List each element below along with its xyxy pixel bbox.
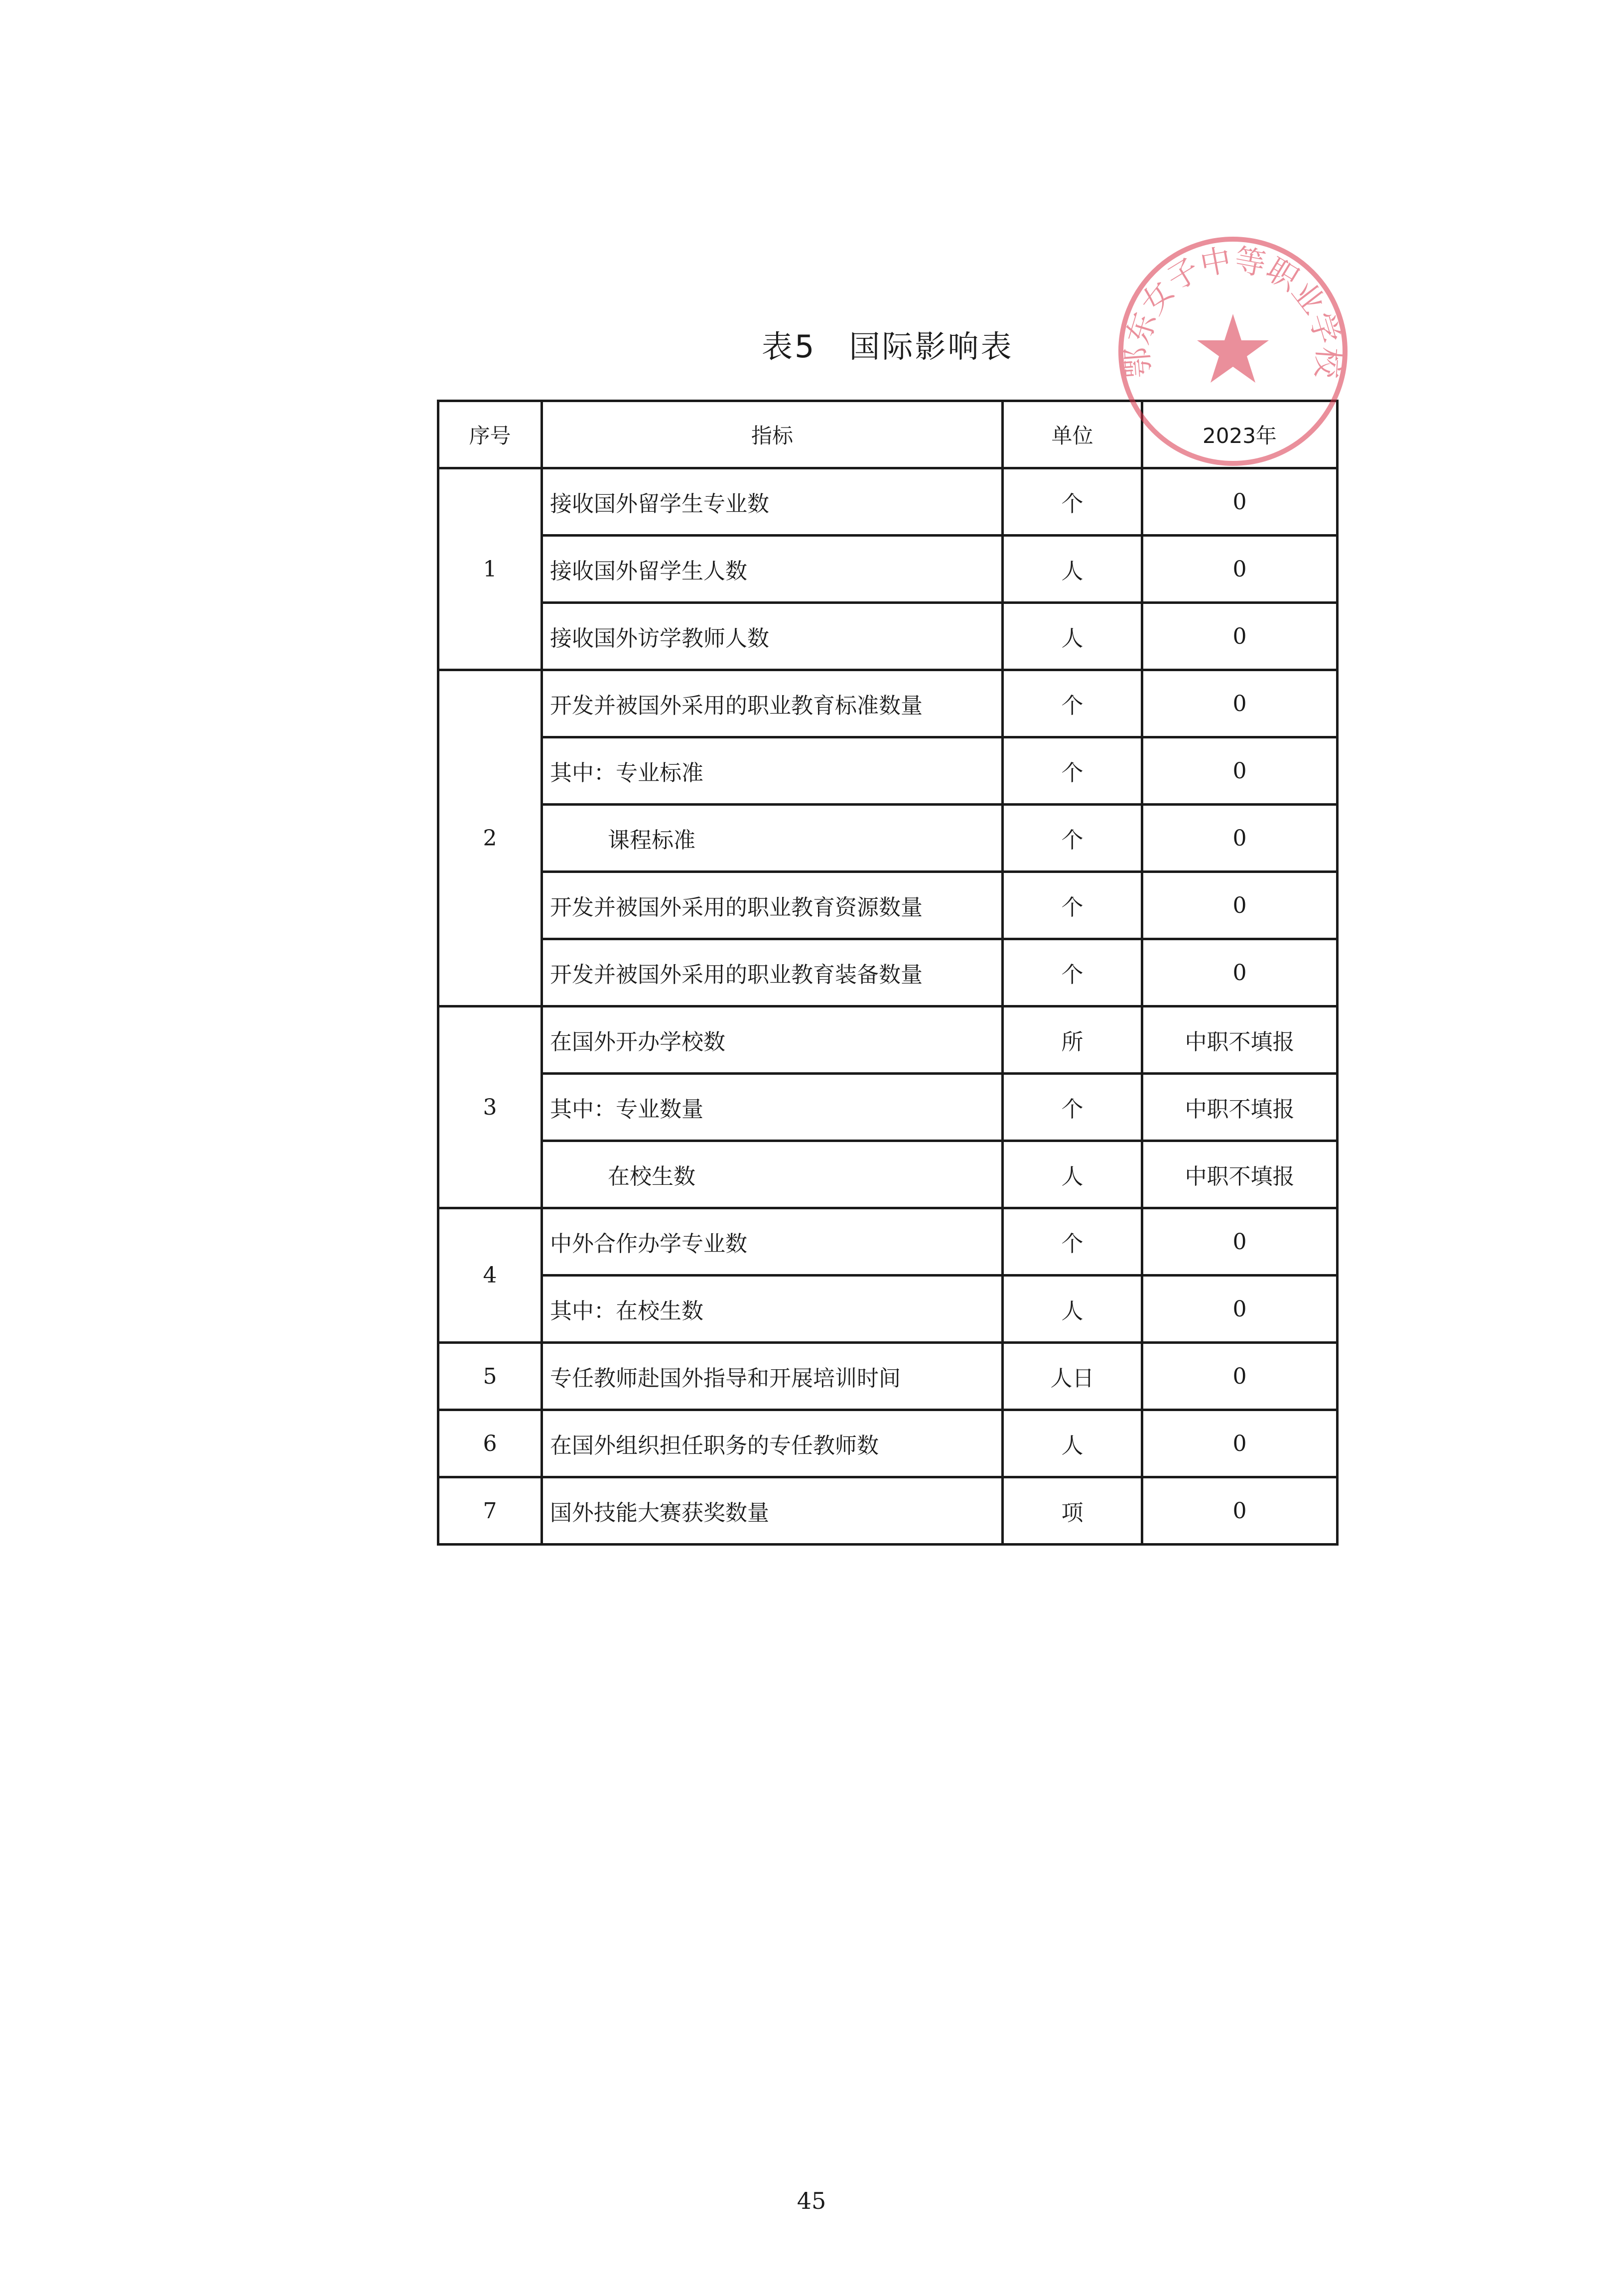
table-row bbox=[438, 872, 1338, 939]
unit-cell: 人 bbox=[1003, 1141, 1142, 1208]
unit-cell: 人 bbox=[1003, 1276, 1142, 1343]
value-cell: 0 bbox=[1142, 1477, 1338, 1545]
unit-cell: 个 bbox=[1003, 939, 1142, 1006]
indicator-cell: 中外合作办学专业数 bbox=[542, 1208, 1003, 1276]
international-influence-table bbox=[437, 400, 1339, 1546]
indicator-cell: 专任教师赴国外指导和开展培训时间 bbox=[542, 1343, 1003, 1410]
value-cell: 0 bbox=[1142, 939, 1338, 1006]
table-row bbox=[438, 1074, 1338, 1141]
unit-cell: 个 bbox=[1003, 805, 1142, 872]
table-row bbox=[438, 468, 1338, 536]
unit-cell: 个 bbox=[1003, 468, 1142, 536]
value-cell: 0 bbox=[1142, 1343, 1338, 1410]
value-cell: 0 bbox=[1142, 603, 1338, 670]
indicator-cell: 开发并被国外采用的职业教育装备数量 bbox=[542, 939, 1003, 1006]
value-cell: 0 bbox=[1142, 670, 1338, 737]
header-year: 2023年 bbox=[1142, 401, 1338, 468]
unit-cell: 所 bbox=[1003, 1006, 1142, 1074]
value-cell: 0 bbox=[1142, 872, 1338, 939]
indicator-cell: 接收国外留学生人数 bbox=[542, 536, 1003, 603]
value-cell: 中职不填报 bbox=[1142, 1074, 1338, 1141]
unit-cell: 个 bbox=[1003, 737, 1142, 805]
seq-cell: 3 bbox=[438, 1006, 542, 1208]
seq-cell: 6 bbox=[438, 1410, 542, 1477]
table-row bbox=[438, 670, 1338, 737]
page-number: 45 bbox=[797, 2187, 826, 2214]
indicator-cell: 在校生数 bbox=[542, 1141, 1003, 1208]
table-row bbox=[438, 1208, 1338, 1276]
value-cell: 0 bbox=[1142, 536, 1338, 603]
value-cell: 0 bbox=[1142, 1208, 1338, 1276]
unit-cell: 人 bbox=[1003, 603, 1142, 670]
unit-cell: 人 bbox=[1003, 1410, 1142, 1477]
value-cell: 中职不填报 bbox=[1142, 1006, 1338, 1074]
seq-cell: 7 bbox=[438, 1477, 542, 1545]
unit-cell: 人日 bbox=[1003, 1343, 1142, 1410]
page-title: 表5 国际影响表 bbox=[762, 328, 1014, 365]
unit-cell: 项 bbox=[1003, 1477, 1142, 1545]
indicator-cell: 开发并被国外采用的职业教育标准数量 bbox=[542, 670, 1003, 737]
unit-cell: 个 bbox=[1003, 1074, 1142, 1141]
header-seq: 序号 bbox=[438, 401, 542, 468]
indicator-cell: 其中：专业数量 bbox=[542, 1074, 1003, 1141]
table-row bbox=[438, 1477, 1338, 1545]
unit-cell: 人 bbox=[1003, 536, 1142, 603]
value-cell: 0 bbox=[1142, 737, 1338, 805]
seal-text: 鄂东女子中等职业学校 bbox=[1118, 241, 1348, 380]
table-row bbox=[438, 1141, 1338, 1208]
table-row bbox=[438, 939, 1338, 1006]
seq-cell: 4 bbox=[438, 1208, 542, 1343]
indicator-cell: 接收国外访学教师人数 bbox=[542, 603, 1003, 670]
star-icon bbox=[1197, 314, 1269, 383]
table-row bbox=[438, 1276, 1338, 1343]
value-cell: 0 bbox=[1142, 1276, 1338, 1343]
unit-cell: 个 bbox=[1003, 1208, 1142, 1276]
indicator-cell: 其中：在校生数 bbox=[542, 1276, 1003, 1343]
table-row bbox=[438, 805, 1338, 872]
table-row bbox=[438, 1343, 1338, 1410]
header-unit: 单位 bbox=[1003, 401, 1142, 468]
table-header-row bbox=[438, 401, 1338, 468]
value-cell: 中职不填报 bbox=[1142, 1141, 1338, 1208]
unit-cell: 个 bbox=[1003, 872, 1142, 939]
unit-cell: 个 bbox=[1003, 670, 1142, 737]
table-row bbox=[438, 1410, 1338, 1477]
value-cell: 0 bbox=[1142, 805, 1338, 872]
seq-cell: 2 bbox=[438, 670, 542, 1006]
seq-cell: 1 bbox=[438, 468, 542, 670]
indicator-cell: 其中：专业标准 bbox=[542, 737, 1003, 805]
indicator-cell: 接收国外留学生专业数 bbox=[542, 468, 1003, 536]
value-cell: 0 bbox=[1142, 468, 1338, 536]
indicator-cell: 在国外开办学校数 bbox=[542, 1006, 1003, 1074]
indicator-cell: 课程标准 bbox=[542, 805, 1003, 872]
indicator-cell: 在国外组织担任职务的专任教师数 bbox=[542, 1410, 1003, 1477]
table-row bbox=[438, 1006, 1338, 1074]
table-row bbox=[438, 536, 1338, 603]
seq-cell: 5 bbox=[438, 1343, 542, 1410]
indicator-cell: 开发并被国外采用的职业教育资源数量 bbox=[542, 872, 1003, 939]
indicator-cell: 国外技能大赛获奖数量 bbox=[542, 1477, 1003, 1545]
header-indicator: 指标 bbox=[542, 401, 1003, 468]
value-cell: 0 bbox=[1142, 1410, 1338, 1477]
table-row bbox=[438, 603, 1338, 670]
table-row bbox=[438, 737, 1338, 805]
